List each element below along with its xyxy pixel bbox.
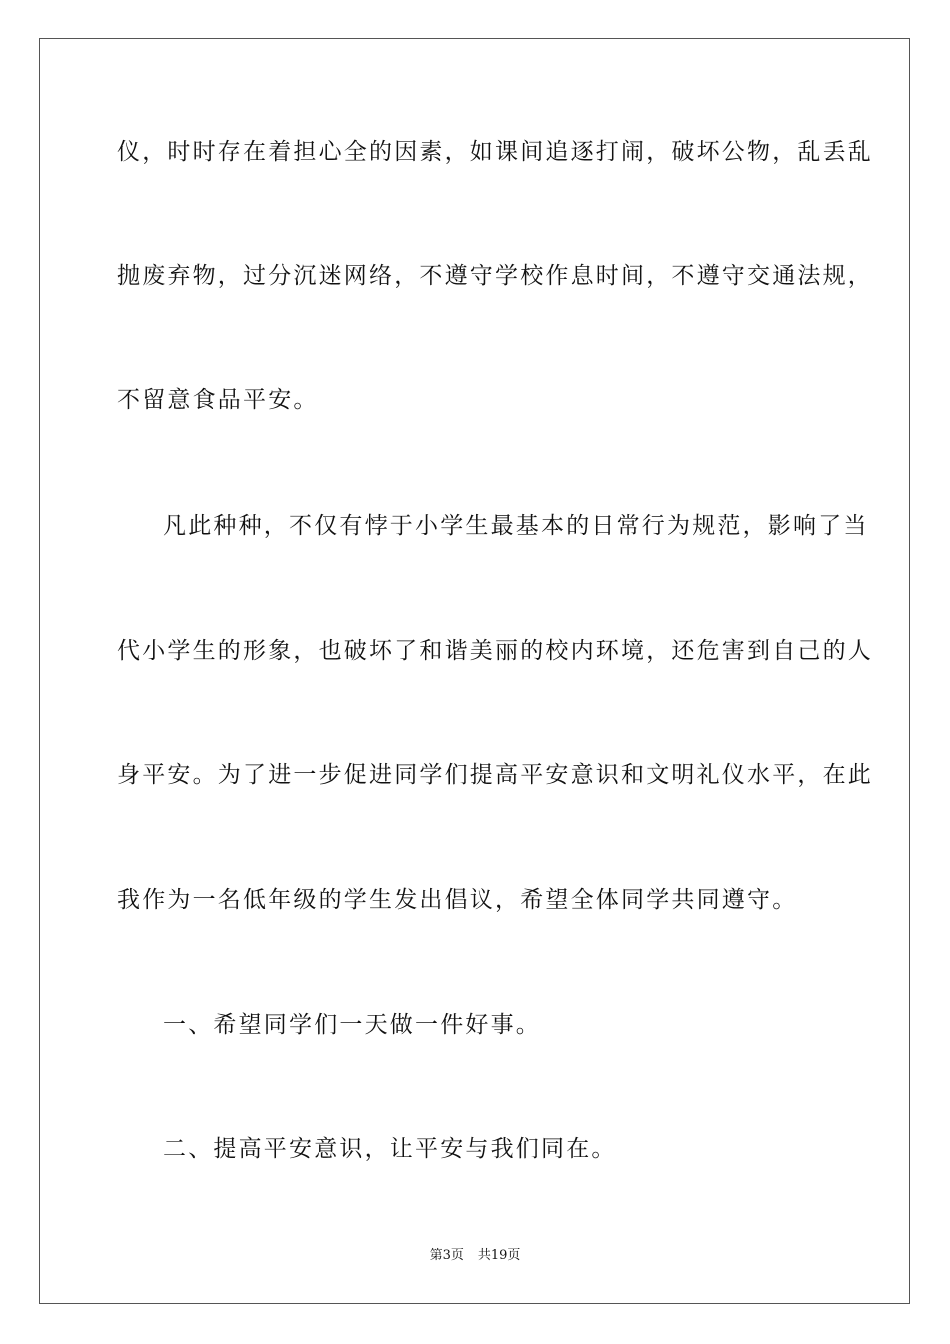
- body-text-line: 代小学生的形象，也破坏了和谐美丽的校内环境，还危害到自己的人: [117, 638, 873, 664]
- page-number: 第3页: [429, 1248, 464, 1263]
- body-text-line: 身平安。为了进一步促进同学们提高平安意识和文明礼仪水平，在此: [117, 762, 873, 788]
- list-item-2: 二、提高平安意识，让平安与我们同在。: [163, 1136, 617, 1162]
- list-item-1: 一、希望同学们一天做一件好事。: [163, 1012, 541, 1038]
- body-text-line: 我作为一名低年级的学生发出倡议，希望全体同学共同遵守。: [117, 887, 798, 913]
- body-text-line: 不留意食品平安。: [117, 387, 319, 413]
- paragraph-first-line: 凡此种种，不仅有悖于小学生最基本的日常行为规范，影响了当: [163, 513, 869, 539]
- body-text-line: 抛废弃物，过分沉迷网络，不遵守学校作息时间，不遵守交通法规，: [117, 263, 873, 289]
- page-total: 共19页: [477, 1248, 521, 1263]
- body-text-line: 仪，时时存在着担心全的因素，如课间追逐打闹，破坏公物，乱丢乱: [117, 139, 873, 165]
- page-border: [39, 38, 910, 1304]
- page-footer: [0, 1248, 950, 1264]
